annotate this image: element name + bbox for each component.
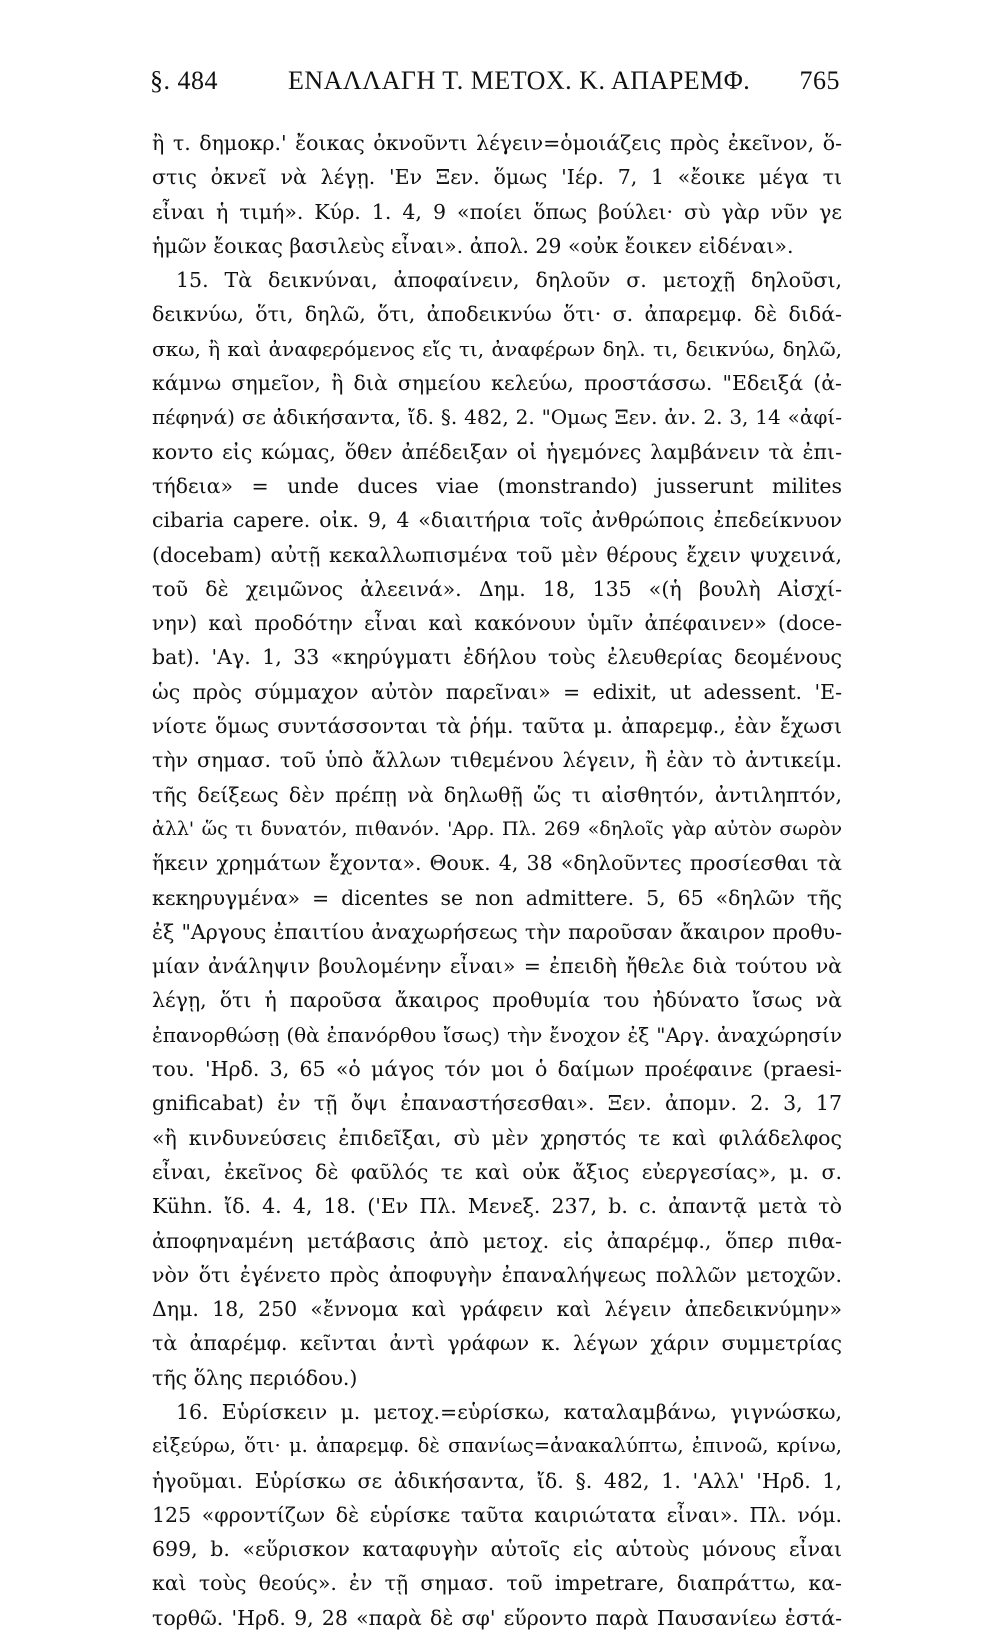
text-line: 699, b. «εὕρισκον καταφυγὴν αὑτοῖς εἰς αὑτοὺς μόνους εἶναι (152, 1537, 842, 1562)
text-line: ἐπανορθώσῃ (θὰ ἐπανόρθου ἴσως) τὴν ἔνοχον ἐξ "Αργ. ἀναχώρησίν (152, 1022, 842, 1047)
text-line: τορθῶ. 'Ηρδ. 9, 28 «παρὰ δὲ σφ' εὕροντο παρὰ Παυσανίεω ἑστά- (152, 1605, 842, 1630)
text-line: ὡς πρὸς σύμμαχον αὐτὸν παρεῖναι» = edixit, ut adessent. 'Ε- (152, 679, 842, 704)
text-line: κεκηρυγμένα» = dicentes se non admittere. 5, 65 «δηλῶν τῆς (152, 885, 842, 910)
page-body-text (152, 126, 842, 1635)
text-line: τὴν σημασ. τοῦ ὑπὸ ἄλλων τιθεμένου λέγειν, ἢ ἐὰν τὸ ἀντικείμ. (152, 748, 842, 773)
text-line: νην) καὶ προδότην εἶναι καὶ κακόνουν ὑμῖν ἀπέφαινεν» (doce- (152, 611, 842, 636)
text-line: δεικνύω, ὅτι, δηλῶ, ὅτι, ἀποδεικνύω ὅτι· σ. ἀπαρεμφ. δὲ διδά- (152, 302, 842, 327)
text-line: ἡγοῦμαι. Εὑρίσκω σε ἀδικήσαντα, ἴδ. §. 482, 1. 'Αλλ' 'Ηρδ. 1, (152, 1468, 842, 1493)
text-line: του. 'Ηρδ. 3, 65 «ὁ μάγος τόν μοι ὁ δαίμων προέφαινε (praesi- (152, 1057, 842, 1082)
text-line: 16. Εὑρίσκειν μ. μετοχ.=εὑρίσκω, καταλαμβάνω, γιγνώσκω, (176, 1399, 842, 1424)
text-line: κοντο εἰς κώμας, ὅθεν ἀπέδειξαν οἱ ἡγεμόνες λαμβάνειν τὰ ἐπι- (152, 439, 842, 464)
text-line: Kühn. ἴδ. 4. 4, 18. ('Εν Πλ. Μενεξ. 237, b. c. ἀπαντᾷ μετὰ τὸ (152, 1194, 842, 1219)
text-line: στις ὀκνεῖ νὰ λέγῃ. 'Εν Ξεν. ὅμως 'Ιέρ. 7, 1 «ἔοικε μέγα τι (152, 165, 842, 190)
text-line: ἡμῶν ἔοικας βασιλεὺς εἶναι». ἀπολ. 29 «οὐκ ἔοικεν εἰδέναι». (152, 233, 794, 258)
text-line: τῆς δείξεως δὲν πρέπῃ νὰ δηλωθῇ ὥς τι αἰσθητόν, ἀντιληπτόν, (152, 782, 842, 807)
text-line: cibaria capere. οἰκ. 9, 4 «διαιτήρια τοῖς ἀνθρώποις ἐπεδείκνυον (152, 508, 842, 533)
running-title: ΕΝΑΛΛΑΓΗ Τ. ΜΕΤΟΧ. Κ. ΑΠΑΡΕΜΦ. (288, 66, 751, 95)
text-line: ἐξ "Αργους ἐπαιτίου ἀναχωρήσεως τὴν παροῦσαν ἄκαιρον προθυ- (152, 919, 842, 944)
text-line: τὰ ἀπαρέμφ. κεῖνται ἀντὶ γράφων κ. λέγων χάριν συμμετρίας (152, 1331, 842, 1356)
running-head (150, 66, 840, 106)
text-line: ἢ τ. δημοκρ.' ἔοικας ὀκνοῦντι λέγειν=ὁμοιάζεις πρὸς ἐκεῖνον, ὅ- (152, 131, 842, 155)
text-line: μίαν ἀνάληψιν βουλομένην εἶναι» = ἐπειδὴ ἤθελε διὰ τούτου νὰ (152, 954, 842, 979)
text-line: Δημ. 18, 250 «ἔννομα καὶ γράφειν καὶ λέγειν ἀπεδεικνύμην» (152, 1297, 842, 1322)
text-line: ἥκειν χρημάτων ἔχοντα». Θουκ. 4, 38 «δηλοῦντες προσίεσθαι τὰ (152, 851, 842, 876)
text-line: gnificabat) ἐν τῇ ὄψι ἐπαναστήσεσθαι». Ξεν. ἀπομν. 2. 3, 17 (152, 1091, 842, 1116)
page-number: 765 (799, 66, 840, 95)
text-line: κάμνω σημεῖον, ἢ διὰ σημείου κελεύω, προστάσσω. "Εδειξά (ἀ- (152, 371, 842, 396)
text-line: ἀλλ' ὥς τι δυνατόν, πιθανόν. 'Αρρ. Πλ. 269 «δηλοῖς γὰρ αὐτὸν σωρὸν (152, 817, 842, 840)
text-line: τήδεια» = unde duces viae (monstrando) jusserunt milites (152, 473, 842, 498)
section-number: §. 484 (150, 66, 218, 95)
text-line: τοῦ δὲ χειμῶνος ἀλεεινά». Δημ. 18, 135 «(ἡ βουλὴ Αἰσχί- (152, 576, 842, 601)
text-line: «ἢ κινδυνεύσεις ἐπιδεῖξαι, σὺ μὲν χρηστός τε καὶ φιλάδελφος (152, 1125, 842, 1150)
text-line: σκω, ἢ καὶ ἀναφερόμενος εἴς τι, ἀναφέρων δηλ. τι, δεικνύω, δηλῶ, (152, 336, 842, 361)
text-line: εἰξεύρω, ὅτι· μ. ἀπαρεμφ. δὲ σπανίως=ἀνακαλύπτω, ἐπινοῶ, κρίνω, (152, 1434, 842, 1458)
text-line: νὸν ὅτι ἐγένετο πρὸς ἀποφυγὴν ἐπαναλήψεως πολλῶν μετοχῶν. (152, 1262, 842, 1287)
text-line: 15. Τὰ δεικνύναι, ἀποφαίνειν, δηλοῦν σ. μετοχῇ δηλοῦσι, (176, 268, 842, 293)
text-line: bat). 'Αγ. 1, 33 «κηρύγματι ἐδήλου τοὺς ἐλευθερίας δεομένους (152, 645, 842, 670)
text-line: πέφηνά) σε ἀδικήσαντα, ἴδ. §. 482, 2. "Ομως Ξεν. ἀν. 2. 3, 14 «ἀφί- (152, 405, 842, 430)
text-line: (docebam) αὐτῇ κεκαλλωπισμένα τοῦ μὲν θέρους ἔχειν ψυχεινά, (152, 542, 842, 567)
text-line: εἶναι, ἐκεῖνος δὲ φαῦλός τε καὶ οὐκ ἄξιος εὐεργεσίας», μ. σ. (152, 1159, 842, 1184)
text-line: εἶναι ἡ τιμή». Κύρ. 1. 4, 9 «ποίει ὅπως βούλει· σὺ γὰρ νῦν γε (152, 199, 842, 224)
text-line: νίοτε ὅμως συντάσσονται τὰ ῥήμ. ταῦτα μ. ἀπαρεμφ., ἐὰν ἔχωσι (152, 714, 842, 739)
text-line: τῆς ὅλης περιόδου.) (152, 1365, 358, 1390)
text-line: ἀποφηναμένη μετάβασις ἀπὸ μετοχ. εἰς ἀπαρέμφ., ὅπερ πιθα- (152, 1228, 842, 1253)
text-line: 125 «φροντίζων δὲ εὑρίσκε ταῦτα καιριώτατα εἶναι». Πλ. νόμ. (152, 1502, 842, 1527)
text-line: λέγῃ, ὅτι ἡ παροῦσα ἄκαιρος προθυμία του ἠδύνατο ἴσως νὰ (152, 988, 842, 1013)
text-line: καὶ τοὺς θεούς». ἐν τῇ σημασ. τοῦ impetrare, διαπράττω, κα- (152, 1571, 842, 1596)
